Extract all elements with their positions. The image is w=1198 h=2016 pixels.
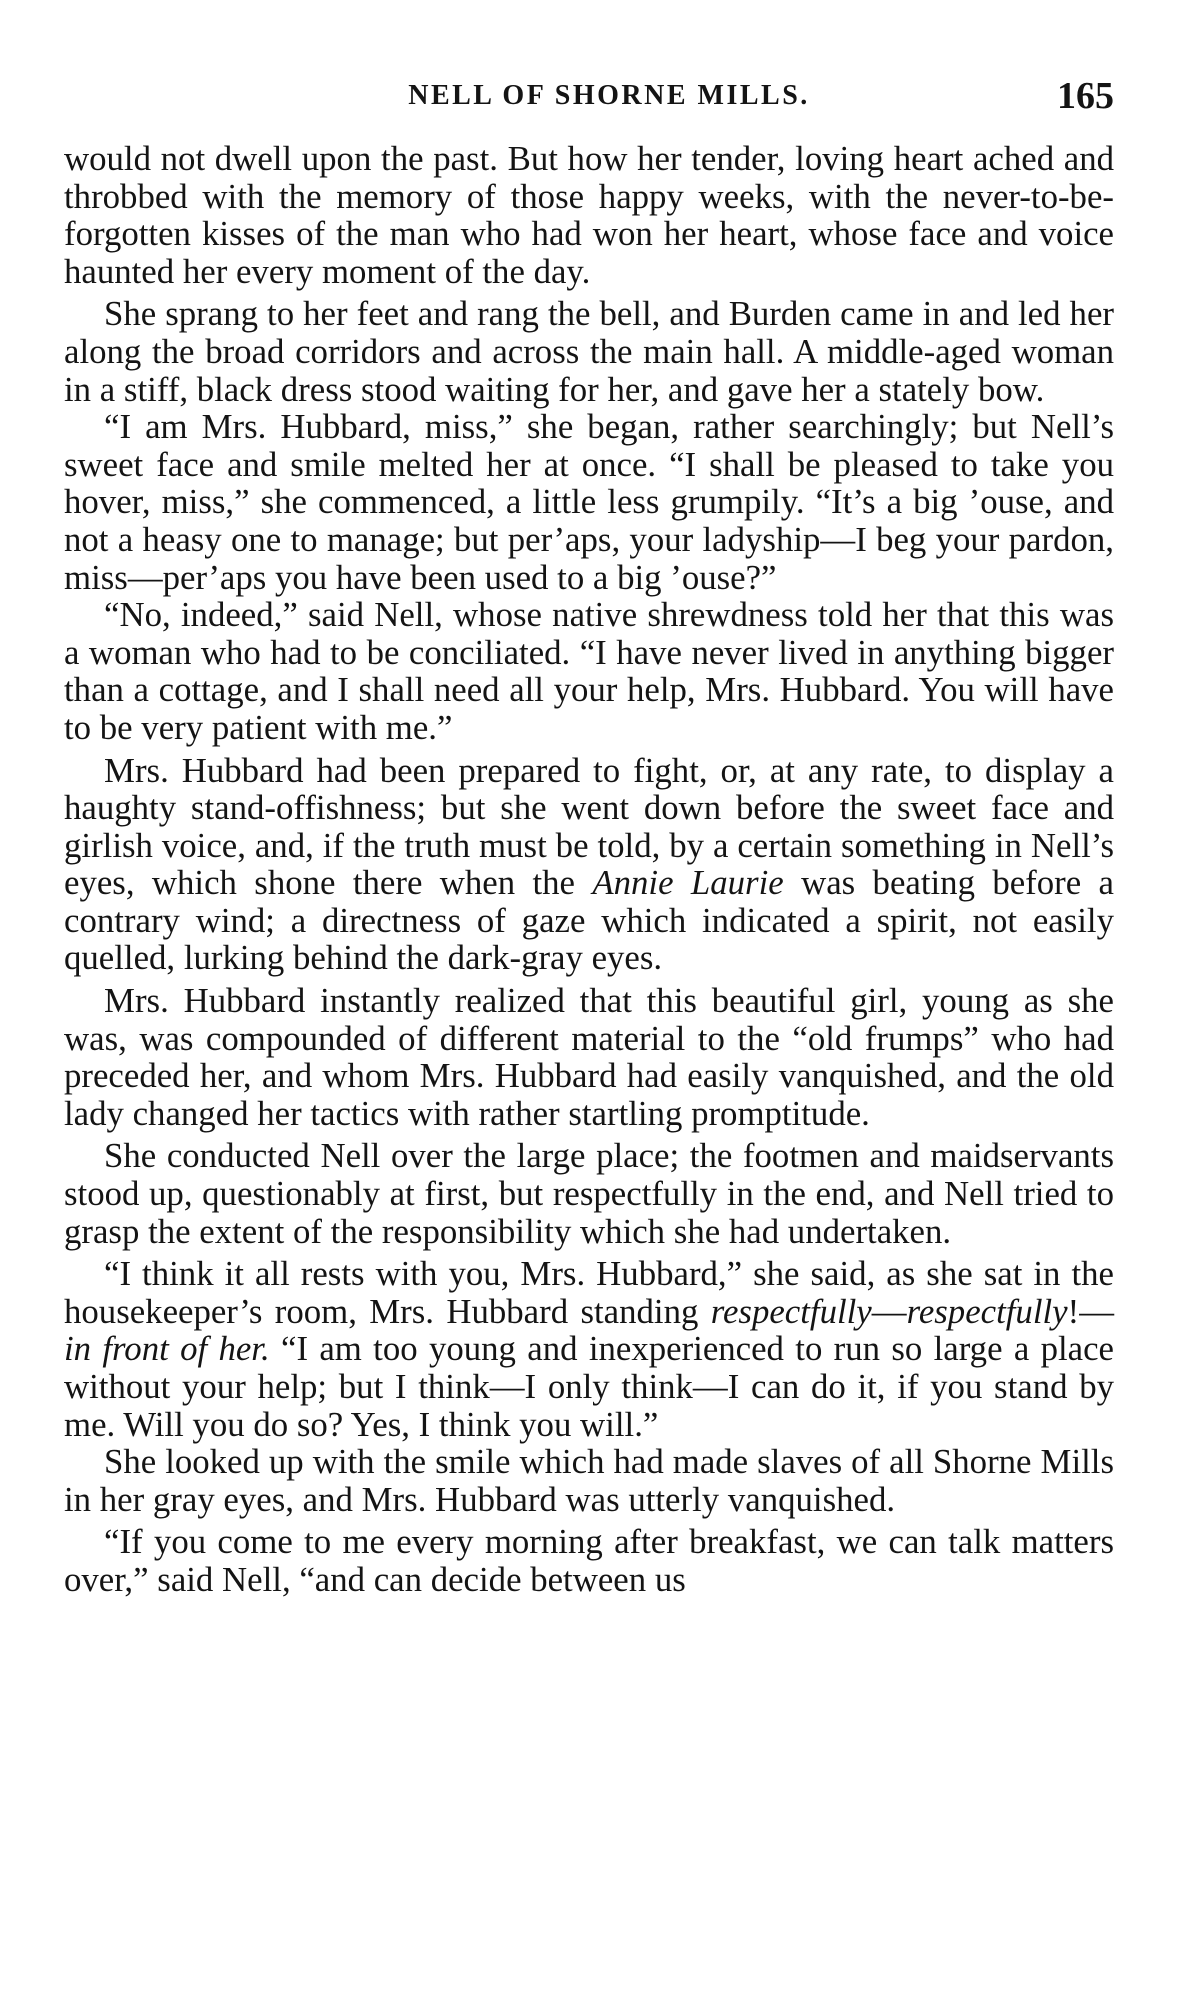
paragraph-5 bbox=[64, 752, 1114, 978]
emphasis: respectfully bbox=[710, 1291, 872, 1331]
text-segment: “I am too young and inexperienced to run so large a place without your help; but I think—I only think—I can do it, if you stand by me. Will you do so? Yes, I think you will.” bbox=[64, 1329, 1114, 1444]
text-segment: “I think it all rests with you, Mrs. Hubbard,” she said, as she sat in the housekeeper’s room, Mrs. Hubbard standing bbox=[64, 1254, 1114, 1331]
running-title: NELL OF SHORNE MILLS. bbox=[408, 80, 810, 111]
text-segment: “If you come to me every morning after breakfast, we can talk matters over,” said Nell, “and can decide between us bbox=[64, 1522, 1114, 1599]
text-segment: Mrs. Hubbard instantly realized that this beautiful girl, young as she was, was compounded of different material to the “old frumps” who had preceded her, and whom Mrs. Hubbard had easily vanquished, and the old lady changed her tactics with rather startling promptitude. bbox=[64, 981, 1114, 1133]
text-segment: — bbox=[871, 1291, 907, 1331]
paragraph-3 bbox=[64, 408, 1114, 596]
paragraph-6 bbox=[64, 982, 1114, 1132]
paragraph-10 bbox=[64, 1523, 1114, 1598]
text-segment: She looked up with the smile which had made slaves of all Shorne Mills in her gray eyes, and Mrs. Hubbard was utterly vanquished. bbox=[64, 1442, 1114, 1519]
paragraph-7 bbox=[64, 1137, 1114, 1250]
emphasis: in front of her. bbox=[64, 1329, 270, 1369]
paragraph-9 bbox=[64, 1443, 1114, 1518]
body-text bbox=[64, 140, 1114, 1599]
paragraph-1 bbox=[64, 140, 1114, 290]
ship-name: Annie Laurie bbox=[592, 863, 784, 903]
text-segment: She conducted Nell over the large place; the footmen and maidservants stood up, questionably at first, but respectfully in the end, and Nell tried to grasp the extent of the responsibility which she had undertaken. bbox=[64, 1136, 1114, 1251]
text-segment: !— bbox=[1067, 1291, 1114, 1331]
text-segment: was beating before a contrary wind; a directness of gaze which indicated a spirit, not easily quelled, lurking behind the dark-gray eyes. bbox=[64, 863, 1114, 978]
text-segment: Mrs. Hubbard had been prepared to fight, or, at any rate, to display a haughty stand-offishness; but she went down before the sweet face and girlish voice, and, if the truth must be told, by a certain something in Nell’s eyes, which shone there when the bbox=[64, 750, 1114, 903]
text-segment: “No, indeed,” said Nell, whose native shrewdness told her that this was a woman who had to be conciliated. “I have never lived in anything bigger than a cottage, and I shall need all your help, Mrs. Hubbard. You will have to be very patient with me.” bbox=[64, 595, 1114, 747]
page-number: 165 bbox=[1057, 75, 1114, 117]
text-segment: “I am Mrs. Hubbard, miss,” she began, rather searchingly; but Nell’s sweet face and smile melted her at once. “I shall be pleased to take you hover, miss,” she commenced, a little less grumpily. “It’s a big ’ouse, and not a heasy one to manage; but per’aps, your ladyship—I beg your pardon, miss—per’aps you have been used to a big ’ouse?” bbox=[64, 407, 1114, 597]
paragraph-8 bbox=[64, 1255, 1114, 1443]
emphasis: respectfully bbox=[906, 1291, 1068, 1331]
text-segment: would not dwell upon the past. But how her tender, loving heart ached and throbbed with the memory of those happy weeks, with the never-to-be-forgotten kisses of the man who had won her heart, whose face and voice haunted her every moment of the day. bbox=[64, 139, 1114, 291]
paragraph-4 bbox=[64, 596, 1114, 746]
paragraph-2 bbox=[64, 295, 1114, 408]
running-header bbox=[64, 74, 1114, 122]
text-segment: She sprang to her feet and rang the bell, and Burden came in and led her along the broad corridors and across the main hall. A middle-aged woman in a stiff, black dress stood waiting for her, and gave her a stately bow. bbox=[64, 294, 1114, 409]
